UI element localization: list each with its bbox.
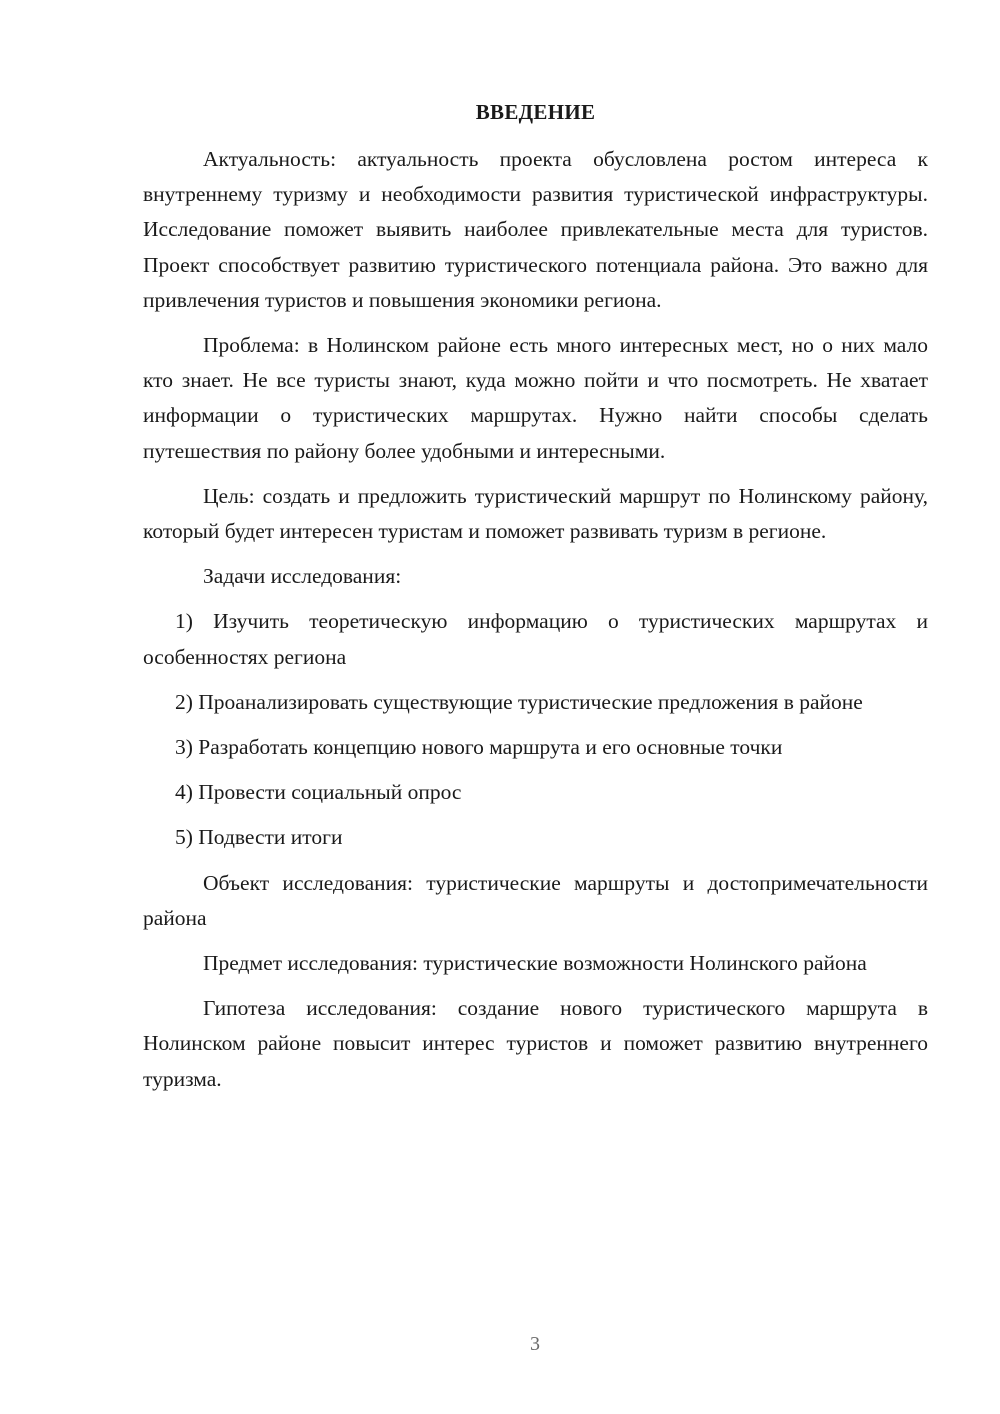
relevance-paragraph: Актуальность: актуальность проекта обусловлена ростом интереса к внутреннему туризму и необходимости развития туристической инфраструктуры. Исследование поможет выявить наиболее привлекательные места для туристов. Проект способствует развитию туристического потенциала района. Это важно для привлечения туристов и повышения экономики региона. — [143, 147, 928, 312]
subject-paragraph: Предмет исследования: туристические возможности Нолинского района — [203, 951, 867, 976]
object-paragraph: Объект исследования: туристические маршруты и достопримечательности района — [143, 870, 928, 930]
page-number: 3 — [530, 1333, 540, 1355]
document-page — [143, 95, 928, 1107]
task-item-2: 2) Проанализировать существующие туристические предложения в районе — [175, 689, 863, 714]
page-title: ВВЕДЕНИЕ — [475, 100, 596, 124]
tasks-heading: Задачи исследования: — [203, 564, 402, 589]
task-item-5: 5) Подвести итоги — [175, 825, 343, 850]
problem-paragraph: Проблема: в Нолинском районе есть много интересных мест, но о них мало кто знает. Не все туристы знают, куда можно пойти и что посмотреть. Не хватает информации о туристических маршрутах. Нужно найти способы сделать путешествия по району более удобными и интересными. — [143, 333, 928, 463]
task-item-3: 3) Разработать концепцию нового маршрута и его основные точки — [175, 735, 783, 760]
task-item-1: 1) Изучить теоретическую информацию о туристических маршрутах и особенностях региона — [143, 609, 928, 669]
task-item-4: 4) Провести социальный опрос — [175, 780, 462, 805]
hypothesis-paragraph: Гипотеза исследования: создание нового туристического маршрута в Нолинском районе повысит интерес туристов и поможет развитию внутреннего туризма. — [143, 996, 928, 1091]
goal-paragraph: Цель: создать и предложить туристический маршрут по Нолинскому району, который будет интересен туристам и поможет развивать туризм в регионе. — [143, 483, 928, 544]
